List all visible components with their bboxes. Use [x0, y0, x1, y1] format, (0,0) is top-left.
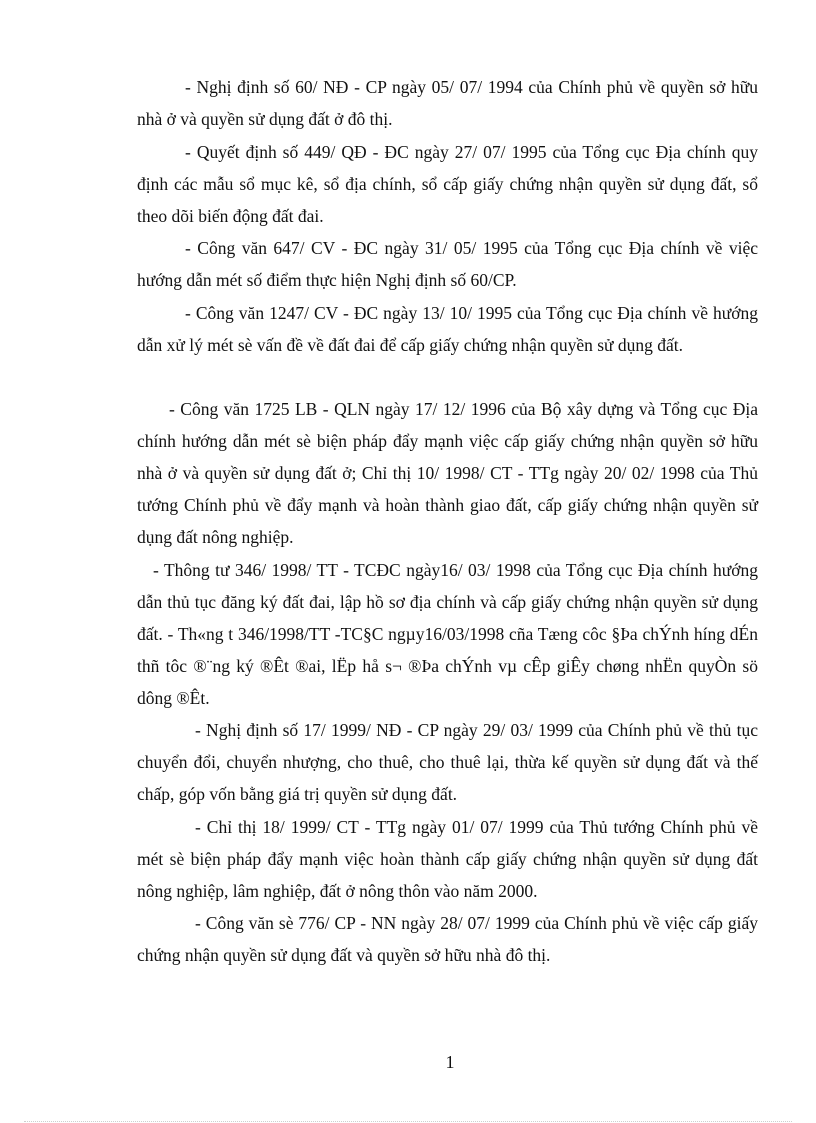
paragraph-official-letter-1725: - Công văn 1725 LB - QLN ngày 17/ 12/ 1996 của Bộ xây dựng và Tổng cục Địa chính hướng dẫn mét sè biện pháp đẩy mạnh việc cấp giấy chứng nhận quyền sở hữu nhà ở và quyền sử dụng đất ở; Chỉ thị 10/ 1998/ CT - TTg ngày 20/ 02/ 1998 của Thủ tướng Chính phủ về đẩy mạnh và hoàn thành giao đất, cấp giấy chứng nhận quyền sử dụng đất nông nghiệp.: [137, 399, 758, 547]
page-number: 1: [445, 1052, 455, 1072]
paragraph-circular-346: - Thông tư 346/ 1998/ TT - TCĐC ngày16/ 03/ 1998 của Tổng cục Địa chính hướng dẫn thủ tục đăng ký đất đai, lập hồ sơ địa chính và cấp giấy chứng nhận quyền sử dụng đất. - Th«ng t 346/1998/TT -TC§C ngµy16/03/1998 cña Tæng côc §Þa chÝnh híng dÉn thñ tôc ®¨ng ký ®Êt ®ai, lËp hå s¬ ®Þa chÝnh vµ cÊp giÊy chøng nhËn quyÒn sö dông ®Êt.: [137, 560, 758, 708]
paragraph-official-letter-776: - Công văn sè 776/ CP - NN ngày 28/ 07/ 1999 của Chính phủ về việc cấp giấy chứng nhận quyền sử dụng đất và quyền sở hữu nhà đô thị.: [137, 913, 758, 965]
paragraph-decree-17: - Nghị định số 17/ 1999/ NĐ - CP ngày 29/ 03/ 1999 của Chính phủ về thủ tục chuyển đổi, chuyển nhượng, cho thuê, cho thuê lại, thừa kế quyền sử dụng đất và thế chấp, góp vốn bằng giá trị quyền sử dụng đất.: [137, 720, 758, 804]
paragraph-official-letter-1247: - Công văn 1247/ CV - ĐC ngày 13/ 10/ 1995 của Tổng cục Địa chính về hướng dẫn xử lý mét sè vấn đề về đất đai để cấp giấy chứng nhận quyền sử dụng đất.: [137, 303, 758, 355]
paragraph-official-letter-647: - Công văn 647/ CV - ĐC ngày 31/ 05/ 1995 của Tổng cục Địa chính về việc hướng dẫn mét số điểm thực hiện Nghị định số 60/CP.: [137, 238, 758, 290]
paragraph-directive-18: - Chỉ thị 18/ 1999/ CT - TTg ngày 01/ 07/ 1999 của Thủ tướng Chính phủ về mét sè biện pháp đẩy mạnh việc hoàn thành cấp giấy chứng nhận quyền sử dụng đất nông nghiệp, lâm nghiệp, đất ở nông thôn vào năm 2000.: [137, 817, 758, 901]
paragraph-decree-60: - Nghị định số 60/ NĐ - CP ngày 05/ 07/ 1994 của Chính phủ về quyền sở hữu nhà ở và quyền sử dụng đất ở đô thị.: [137, 77, 758, 129]
page-bottom-divider: [24, 1121, 792, 1122]
paragraph-decision-449: - Quyết định số 449/ QĐ - ĐC ngày 27/ 07/ 1995 của Tổng cục Địa chính quy định các mẫu sổ mục kê, sổ địa chính, sổ cấp giấy chứng nhận quyền sử dụng đất, sổ theo dõi biến động đất đai.: [137, 142, 758, 226]
